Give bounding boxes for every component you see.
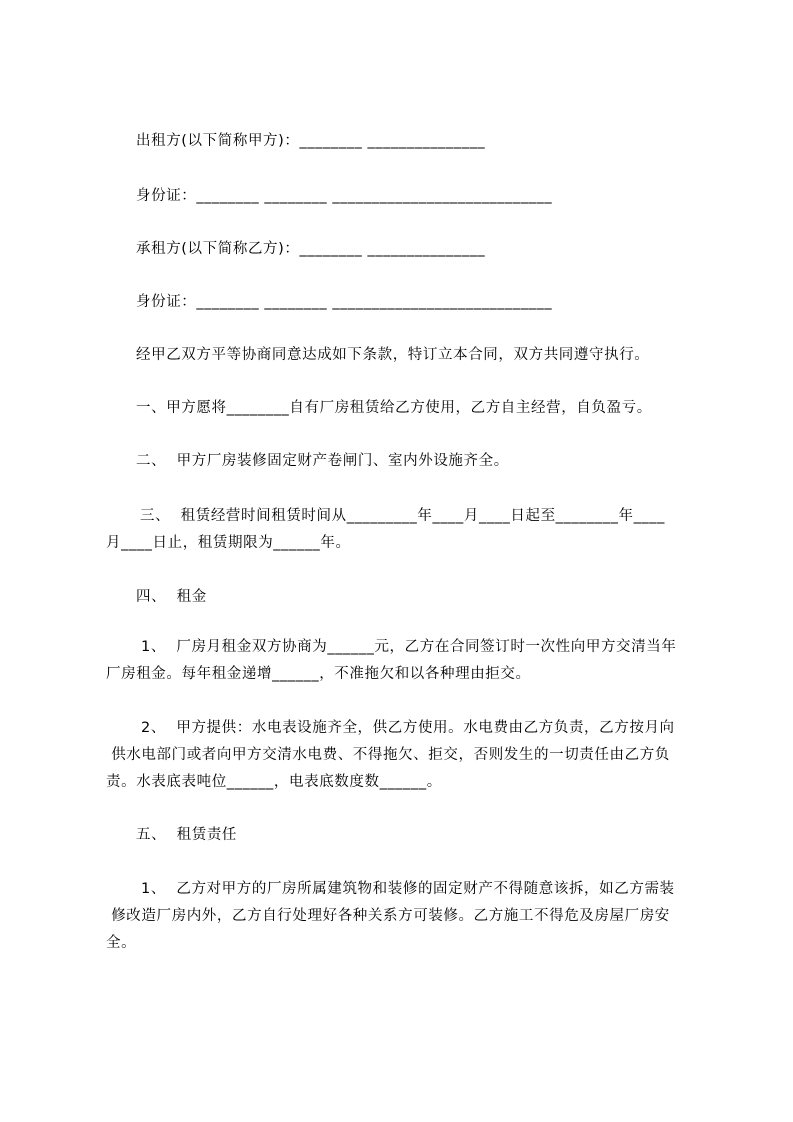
clause-4-2-line-1: 2、 甲方提供：水电表设施齐全，供乙方使用。水电费由乙方负责，乙方按月向 (141, 720, 675, 736)
clause-4-title: 四、 租金 (136, 589, 207, 605)
clause-4-2-line-3: 责。水表底表吨位______，电表底数度数______。 (106, 774, 442, 790)
clause-1: 一、甲方愿将________自有厂房租赁给乙方使用，乙方自主经营，自负盈亏。 (136, 400, 652, 416)
lessee-line: 承租方(以下简称乙方)：________ _______________ (136, 241, 486, 257)
clause-2: 二、 甲方厂房装修固定财产卷闸门、室内外设施齐全。 (136, 453, 509, 469)
clause-4-1-line-2: 厂房租金。每年租金递增______，不准拖欠和以各种理由拒交。 (106, 666, 531, 682)
lessee-id-line: 身份证：________ ________ ____________________________ (136, 294, 553, 310)
lessor-id-line: 身份证：________ ________ ____________________________ (136, 188, 553, 204)
lessor-line: 出租方(以下简称甲方)：________ _______________ (136, 133, 486, 149)
clause-5-1-line-3: 全。 (106, 935, 137, 951)
clause-3-line-2: 月____日止，租赁期限为______年。 (106, 535, 351, 551)
clause-5-1-line-2: 修改造厂房内外，乙方自行处理好各种关系方可装修。乙方施工不得危及房屋厂房安 (106, 908, 670, 924)
clause-3-line-1: 三、 租赁经营时间租赁时间从_________年____月____日起至________年____ (140, 508, 665, 524)
preamble: 经甲乙双方平等协商同意达成如下条款，特订立本合同，双方共同遵守执行。 (136, 347, 650, 363)
clause-5-title: 五、 租赁责任 (136, 827, 238, 843)
clause-5-1-line-1: 1、 乙方对甲方的厂房所属建筑物和装修的固定财产不得随意该拆，如乙方需装 (141, 881, 675, 897)
clause-4-1-line-1: 1、 厂房月租金双方协商为______元，乙方在合同签订时一次性向甲方交清当年 (141, 639, 677, 655)
clause-4-2-line-2: 供水电部门或者向甲方交清水电费、不得拖欠、拒交，否则发生的一切责任由乙方负 (106, 747, 670, 763)
